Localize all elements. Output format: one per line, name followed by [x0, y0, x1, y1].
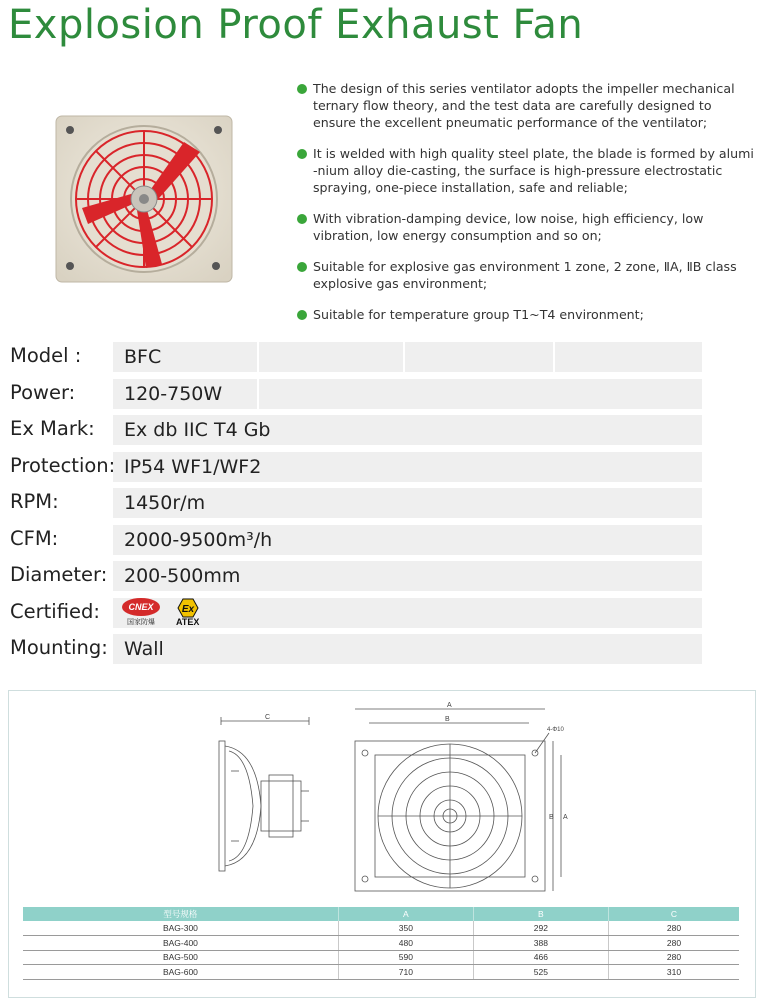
spec-row-rpm	[10, 488, 702, 525]
spec-label: CFM:	[10, 526, 59, 550]
table-cell: 388	[473, 936, 608, 951]
dimension-table	[23, 907, 739, 980]
table-cell: 310	[608, 965, 739, 980]
technical-drawing-panel	[8, 690, 756, 998]
spec-label: Protection:	[10, 453, 116, 477]
spec-row-model	[10, 342, 702, 379]
spec-value: Wall	[124, 638, 164, 660]
table-cell: 350	[338, 921, 473, 936]
spec-label: RPM:	[10, 490, 59, 513]
table-cell: 292	[473, 921, 608, 936]
spec-value: IP54 WF1/WF2	[124, 455, 262, 478]
spec-label: Ex Mark:	[10, 417, 95, 440]
table-cell: 280	[608, 921, 739, 936]
spec-row-cfm	[10, 525, 702, 562]
feature-list	[297, 80, 757, 337]
header-cell: 型号规格	[23, 907, 338, 921]
atex-caption: ATEX	[176, 617, 200, 627]
spec-row-ex-mark	[10, 415, 702, 452]
table-cell: 710	[338, 965, 473, 980]
feature-text: Suitable for temperature group T1~T4 environment;	[313, 307, 644, 322]
spec-row-protection	[10, 452, 702, 489]
table-row	[23, 965, 739, 980]
certification-logos	[122, 598, 199, 628]
bullet-dot-icon	[297, 149, 307, 159]
spec-bar	[113, 342, 702, 372]
table-row	[23, 950, 739, 965]
hole-note: 4-Φ10	[547, 727, 564, 733]
spec-value: Ex db IIC T4 Gb	[124, 419, 271, 441]
dimension-label-a-top: A	[447, 702, 452, 709]
bullet-dot-icon	[297, 310, 307, 320]
header-cell: B	[473, 907, 608, 921]
table-cell: 466	[473, 950, 608, 965]
spec-row-certified	[10, 598, 702, 635]
spec-label: Certified:	[10, 599, 100, 623]
cnex-badge-icon: CNEX	[122, 598, 160, 616]
atex-hexagon-icon	[177, 598, 199, 618]
dimension-label-c: C	[265, 714, 271, 721]
table-cell: 525	[473, 965, 608, 980]
spec-row-diameter	[10, 561, 702, 598]
spec-bar	[113, 634, 702, 664]
feature-item	[297, 306, 757, 323]
spec-label: Power:	[10, 380, 76, 404]
bullet-dot-icon	[297, 84, 307, 94]
dimension-table-header	[23, 907, 739, 921]
feature-text: With vibration-damping device, low noise, high efficiency, low vibration, low energy consumption and so on;	[313, 211, 704, 243]
spec-label: Model :	[10, 344, 82, 367]
table-cell: 280	[608, 950, 739, 965]
spec-value: BFC	[124, 346, 162, 368]
table-cell: 590	[338, 950, 473, 965]
table-cell: 280	[608, 936, 739, 951]
feature-item	[297, 80, 757, 131]
spec-value: 2000-9500m³/h	[124, 528, 273, 551]
feature-text: It is welded with high quality steel plate, the blade is formed by alumi -nium alloy die-casting, the surface is high-pressure electrostatic spraying, one-piece installation, safe and reliable;	[313, 146, 754, 195]
spec-row-power	[10, 379, 702, 416]
spec-table	[10, 342, 702, 671]
feature-item	[297, 145, 757, 196]
header-cell: A	[338, 907, 473, 921]
table-cell: BAG-600	[23, 965, 338, 980]
spec-value: 200-500mm	[124, 565, 241, 587]
bullet-dot-icon	[297, 214, 307, 224]
header-cell: C	[608, 907, 739, 921]
spec-label: Mounting:	[10, 636, 108, 659]
table-cell: BAG-300	[23, 921, 338, 936]
spec-label: Diameter:	[10, 563, 108, 586]
feature-item	[297, 210, 757, 244]
table-row	[23, 936, 739, 951]
cnex-caption: 国家防爆	[127, 619, 155, 626]
dimension-label-a-side: A	[563, 814, 568, 821]
spec-value: 1450r/m	[124, 492, 206, 514]
cnex-logo	[122, 598, 160, 627]
feature-text: The design of this series ventilator adopts the impeller mechanical ternary flow theory, and the test data are carefully designed to ensure the excellent pneumatic performance of the ventilator;	[313, 81, 735, 130]
table-row	[23, 921, 739, 936]
page-title: Explosion Proof Exhaust Fan	[8, 2, 584, 48]
table-cell: BAG-400	[23, 936, 338, 951]
table-cell: BAG-500	[23, 950, 338, 965]
spec-bar	[113, 598, 702, 628]
spec-value: 120-750W	[124, 382, 223, 405]
side-view-drawing	[209, 711, 329, 891]
atex-logo	[176, 598, 199, 627]
dimension-label-b-top: B	[445, 716, 450, 723]
bullet-dot-icon	[297, 262, 307, 272]
front-view-drawing	[349, 701, 569, 897]
feature-text: Suitable for explosive gas environment 1 zone, 2 zone, ⅡA, ⅡB class explosive gas environment;	[313, 259, 737, 291]
dimension-label-b-side: B	[549, 814, 554, 821]
table-cell: 480	[338, 936, 473, 951]
feature-item	[297, 258, 757, 292]
spec-row-mounting	[10, 634, 702, 671]
fan-product-image	[54, 114, 234, 284]
atex-symbol: Ex	[181, 604, 194, 615]
